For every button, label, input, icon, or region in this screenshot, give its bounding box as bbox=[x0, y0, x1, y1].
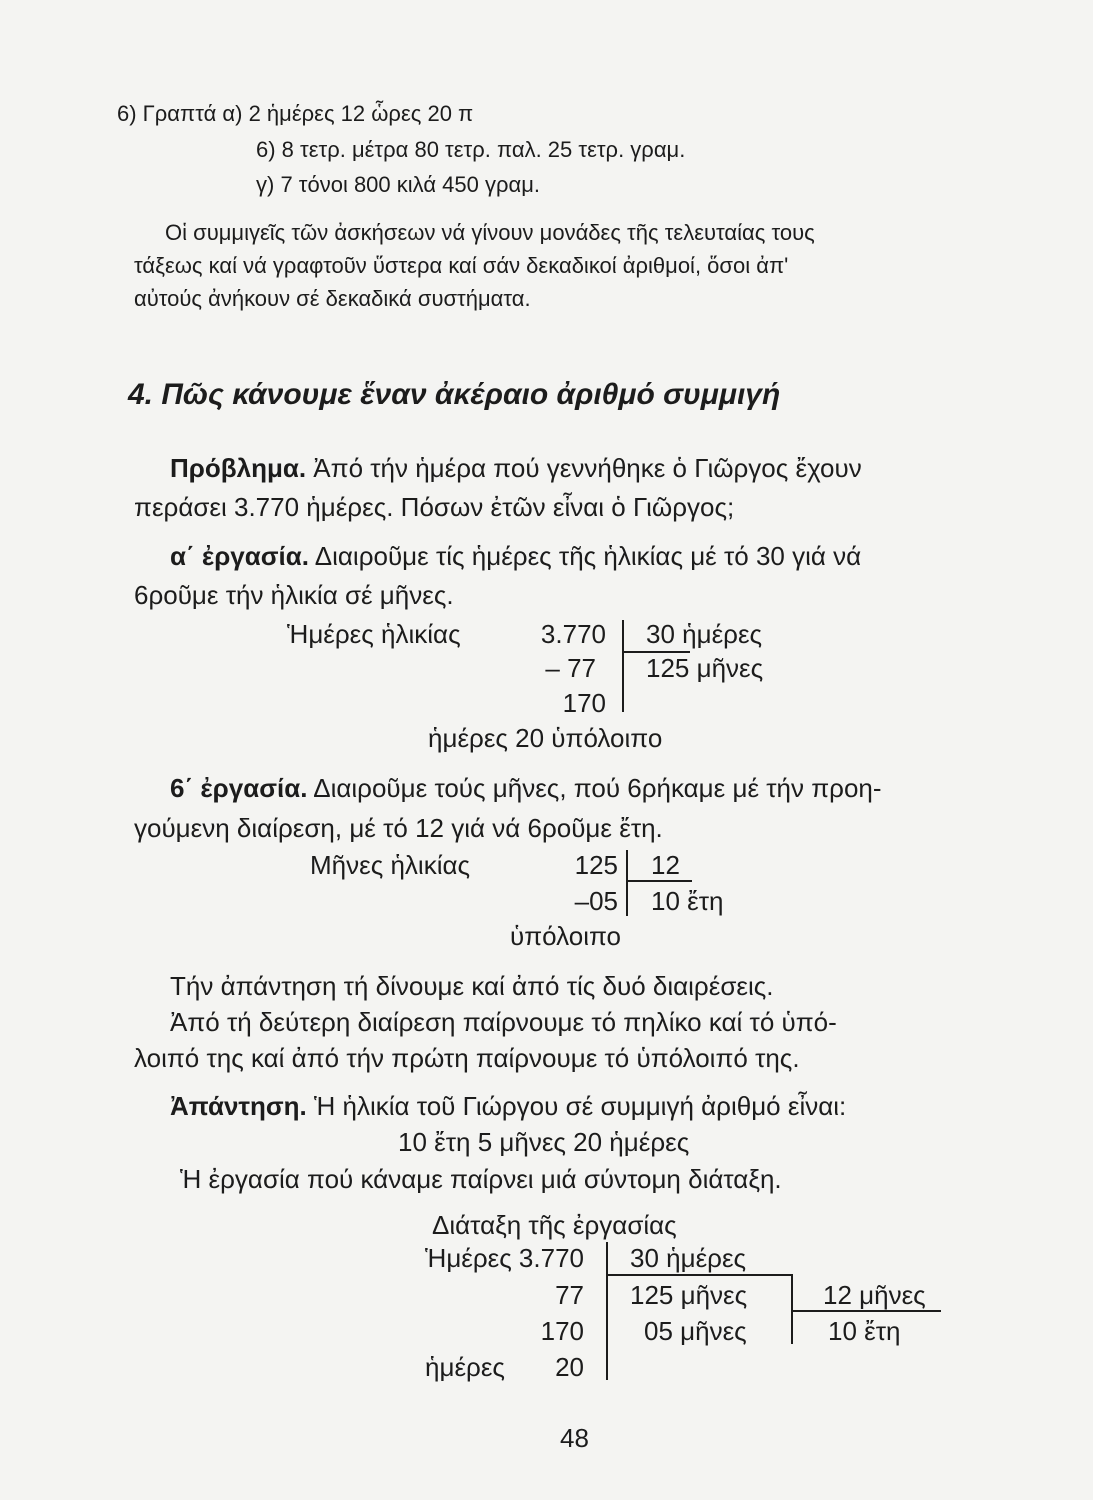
combined-title: Διάταξη τῆς ἐργασίας bbox=[432, 1210, 677, 1240]
explanation-line: Ἀπό τή δεύτερη διαίρεση παίρνουμε τό πηλίκο καί τό ὑπό- bbox=[170, 1007, 837, 1037]
combined-partial: 170 bbox=[540, 1316, 584, 1346]
division-a-remainder: ἡμέρες 20 ὑπόλοιπο bbox=[428, 723, 663, 753]
problem-line-2: περάσει 3.770 ἡμέρες. Πόσων ἐτῶν εἶναι ὁ Γιῶργος; bbox=[134, 492, 735, 522]
division-b-row-label: Μῆνες ἡλικίας bbox=[310, 850, 471, 880]
section-title: 4. Πῶς κάνουμε ἕναν ἀκέραιο ἀριθμό συμμιγή bbox=[128, 378, 781, 411]
division-b-quotient: 10 ἔτη bbox=[651, 886, 724, 916]
division-a-vertical-bar bbox=[622, 620, 624, 712]
answer-label: Ἀπάντηση. bbox=[170, 1091, 307, 1121]
division-b-remainder: ὑπόλοιπο bbox=[510, 921, 621, 951]
exercise-answer-a: 6) Γραπτά α) 2 ἡμέρες 12 ὧρες 20 π bbox=[117, 101, 474, 126]
division-a-divisor: 30 ἡμέρες bbox=[646, 619, 763, 649]
problem-label: Πρόβλημα. bbox=[170, 453, 307, 483]
combined-horizontal-bar-2 bbox=[791, 1310, 941, 1312]
combined-remainder: 20 bbox=[555, 1352, 584, 1382]
combined-second-divisor: 12 μῆνες bbox=[823, 1280, 926, 1310]
division-a-dividend: 3.770 bbox=[540, 619, 606, 649]
combined-vertical-bar-2 bbox=[791, 1274, 793, 1344]
answer-line-1 bbox=[170, 1093, 846, 1119]
problem-text: Ἀπό τήν ἡμέρα πού γεννήθηκε ὁ Γιῶργος ἔχουν bbox=[306, 453, 862, 483]
step-a-label: α΄ ἐργασία. bbox=[170, 541, 309, 571]
instruction-line: Οἱ συμμιγεῖς τῶν ἀσκήσεων νά γίνουν μονάδες τῆς τελευταίας τους bbox=[165, 220, 815, 245]
exercise-answer-c: γ) 7 τόνοι 800 κιλά 450 γραμ. bbox=[256, 172, 540, 197]
problem-line-1 bbox=[170, 455, 862, 481]
division-b-divisor: 12 bbox=[651, 850, 680, 880]
answer-text: Ἡ ἡλικία τοῦ Γιώργου σέ συμμιγή ἀριθμό εἶναι: bbox=[306, 1091, 847, 1121]
division-a-row-label: Ἡμέρες ἡλικίας bbox=[287, 619, 461, 649]
step-b-text: Διαιροῦμε τούς μῆνες, πού 6ρήκαμε μέ τήν προη- bbox=[307, 773, 882, 803]
step-b-line-2: γούμενη διαίρεση, μέ τό 12 γιά νά 6ροῦμε ἔτη. bbox=[134, 813, 663, 843]
combined-horizontal-bar-1 bbox=[606, 1274, 792, 1276]
division-b-subtraction: –05 bbox=[574, 886, 618, 916]
explanation-line: Τήν ἀπάντηση τή δίνουμε καί ἀπό τίς δυό διαιρέσεις. bbox=[170, 971, 774, 1001]
combined-second-remainder: 05 μῆνες bbox=[644, 1316, 747, 1346]
step-a-line-2: 6ροῦμε τήν ἡλικία σέ μῆνες. bbox=[134, 580, 454, 610]
step-a-line-1 bbox=[170, 543, 861, 569]
page-number: 48 bbox=[560, 1423, 589, 1453]
explanation-line: λοιπό της καί ἀπό τήν πρώτη παίρνουμε τό ὑπόλοιπό της. bbox=[134, 1043, 800, 1073]
combined-quotient: 125 μῆνες bbox=[630, 1280, 748, 1310]
answer-result: 10 ἔτη 5 μῆνες 20 ἡμέρες bbox=[398, 1127, 690, 1157]
division-b-horizontal-bar bbox=[626, 880, 692, 882]
step-b-label: 6΄ ἐργασία. bbox=[170, 773, 308, 803]
division-a-partial: 170 bbox=[562, 688, 606, 718]
division-a-quotient: 125 μῆνες bbox=[646, 653, 764, 683]
exercise-answer-b: 6) 8 τετρ. μέτρα 80 τετρ. παλ. 25 τετρ. γραμ. bbox=[256, 137, 686, 162]
combined-subtraction: 77 bbox=[555, 1280, 584, 1310]
division-b-vertical-bar bbox=[626, 850, 628, 916]
division-b-dividend: 125 bbox=[574, 850, 618, 880]
combined-divisor: 30 ἡμέρες bbox=[630, 1243, 747, 1273]
step-b-line-1 bbox=[170, 775, 882, 801]
instruction-line: τάξεως καί νά γραφτοῦν ὕστερα καί σάν δεκαδικοί ἀριθμοί, ὅσοι ἀπ' bbox=[134, 253, 789, 278]
combined-remainder-label: ἡμέρες bbox=[425, 1352, 505, 1382]
layout-note: Ἡ ἐργασία πού κάναμε παίρνει μιά σύντομη διάταξη. bbox=[180, 1164, 782, 1194]
division-a-subtraction: – 77 bbox=[545, 653, 596, 683]
combined-vertical-bar-1 bbox=[606, 1242, 608, 1380]
combined-row-label: Ἡμέρες bbox=[425, 1243, 512, 1273]
combined-second-quotient: 10 ἔτη bbox=[828, 1316, 901, 1346]
combined-dividend: 3.770 bbox=[518, 1243, 584, 1273]
step-a-text: Διαιροῦμε τίς ἡμέρες τῆς ἡλικίας μέ τό 30 γιά νά bbox=[308, 541, 862, 571]
instruction-line: αὐτούς ἀνήκουν σέ δεκαδικά συστήματα. bbox=[134, 286, 531, 311]
